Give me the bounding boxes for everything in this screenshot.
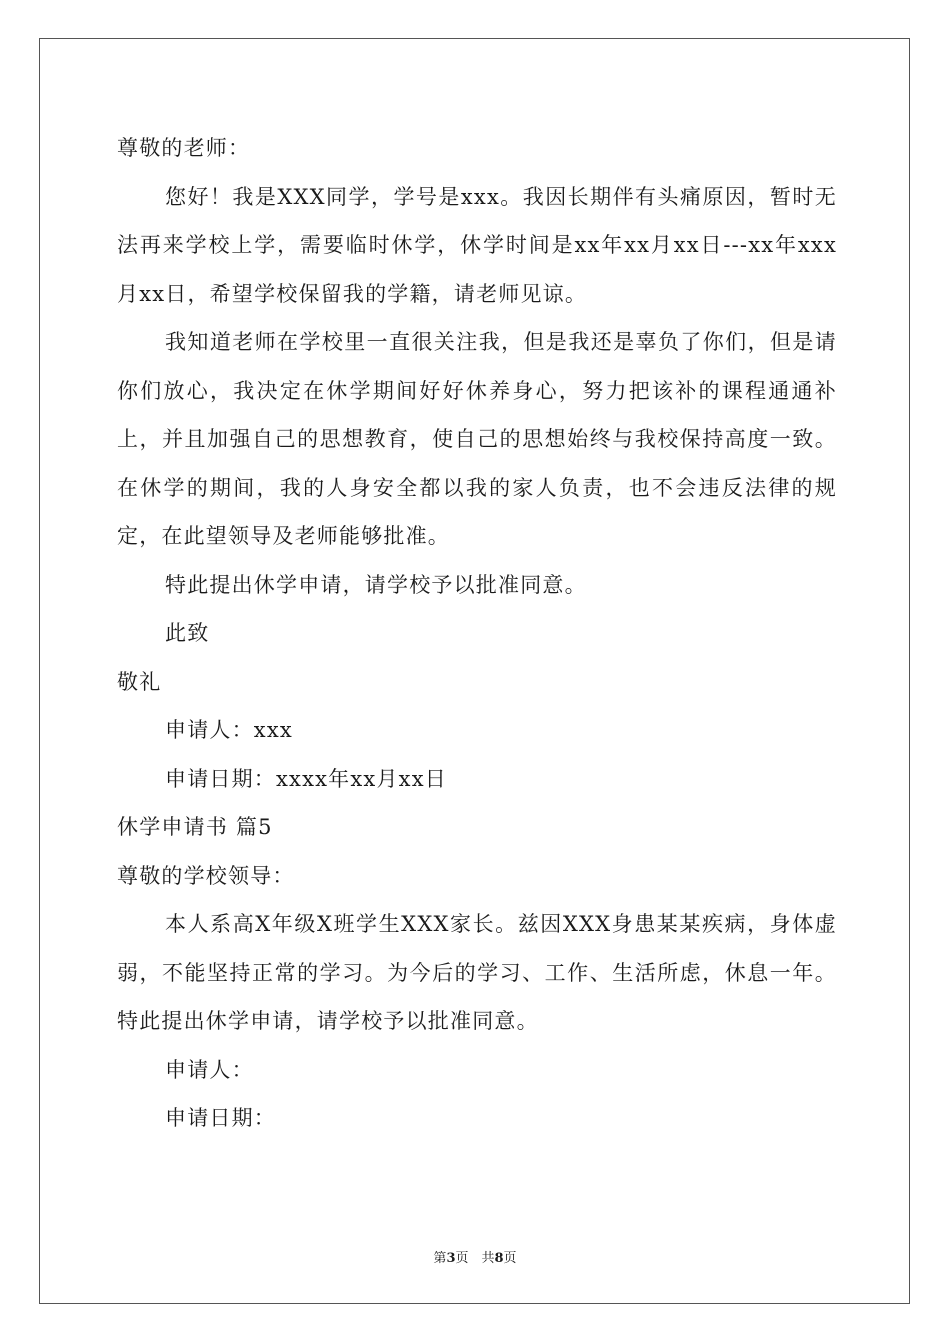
- page-suffix: 页: [503, 1251, 517, 1266]
- page-mid: 页 共: [455, 1251, 495, 1266]
- section-title: 休学申请书 篇5: [117, 815, 273, 839]
- document-body: [117, 124, 837, 1143]
- page-prefix: 第: [433, 1251, 447, 1266]
- closing-jingli: 敬礼: [117, 669, 162, 694]
- salutation-teacher: 尊敬的老师：: [117, 136, 251, 160]
- salutation-school-leaders: 尊敬的学校领导：: [117, 863, 295, 888]
- page-current: 3: [446, 1251, 456, 1266]
- paragraph-intro: 您好！我是XXX同学，学号是xxx。我因长期伴有头痛原因，暂时无法再来学校上学，需要临时休学，休学时间是xx年xx月xx日---xx年xxx月xx日，希望学校保留我的学籍，请老师见谅。: [117, 184, 837, 306]
- paragraph-parent-request: 本人系高X年级X班学生XXX家长。兹因XXX身患某某疾病，身体虚弱，不能坚持正常的学习。为今后的学习、工作、生活所虑，休息一年。特此提出休学申请，请学校予以批准同意。: [117, 912, 837, 1033]
- page-total: 8: [494, 1251, 504, 1266]
- paragraph-request: 特此提出休学申请，请学校予以批准同意。: [165, 572, 587, 597]
- closing-cizhi: 此致: [165, 621, 210, 645]
- application-date-line: 申请日期：xxxx年xx月xx日: [165, 766, 447, 791]
- application-date-line-2: 申请日期：: [165, 1106, 276, 1130]
- applicant-line-2: 申请人：: [165, 1057, 254, 1082]
- page-footer: [0, 1247, 950, 1266]
- applicant-line: 申请人：xxx: [165, 718, 293, 742]
- paragraph-commitment: 我知道老师在学校里一直很关注我，但是我还是辜负了你们，但是请你们放心，我决定在休学期间好好休养身心，努力把该补的课程通通补上，并且加强自己的思想教育，使自己的思想始终与我校保持高度一致。在休学的期间，我的人身安全都以我的家人负责，也不会违反法律的规定，在此望领导及老师能够批准。: [117, 330, 837, 548]
